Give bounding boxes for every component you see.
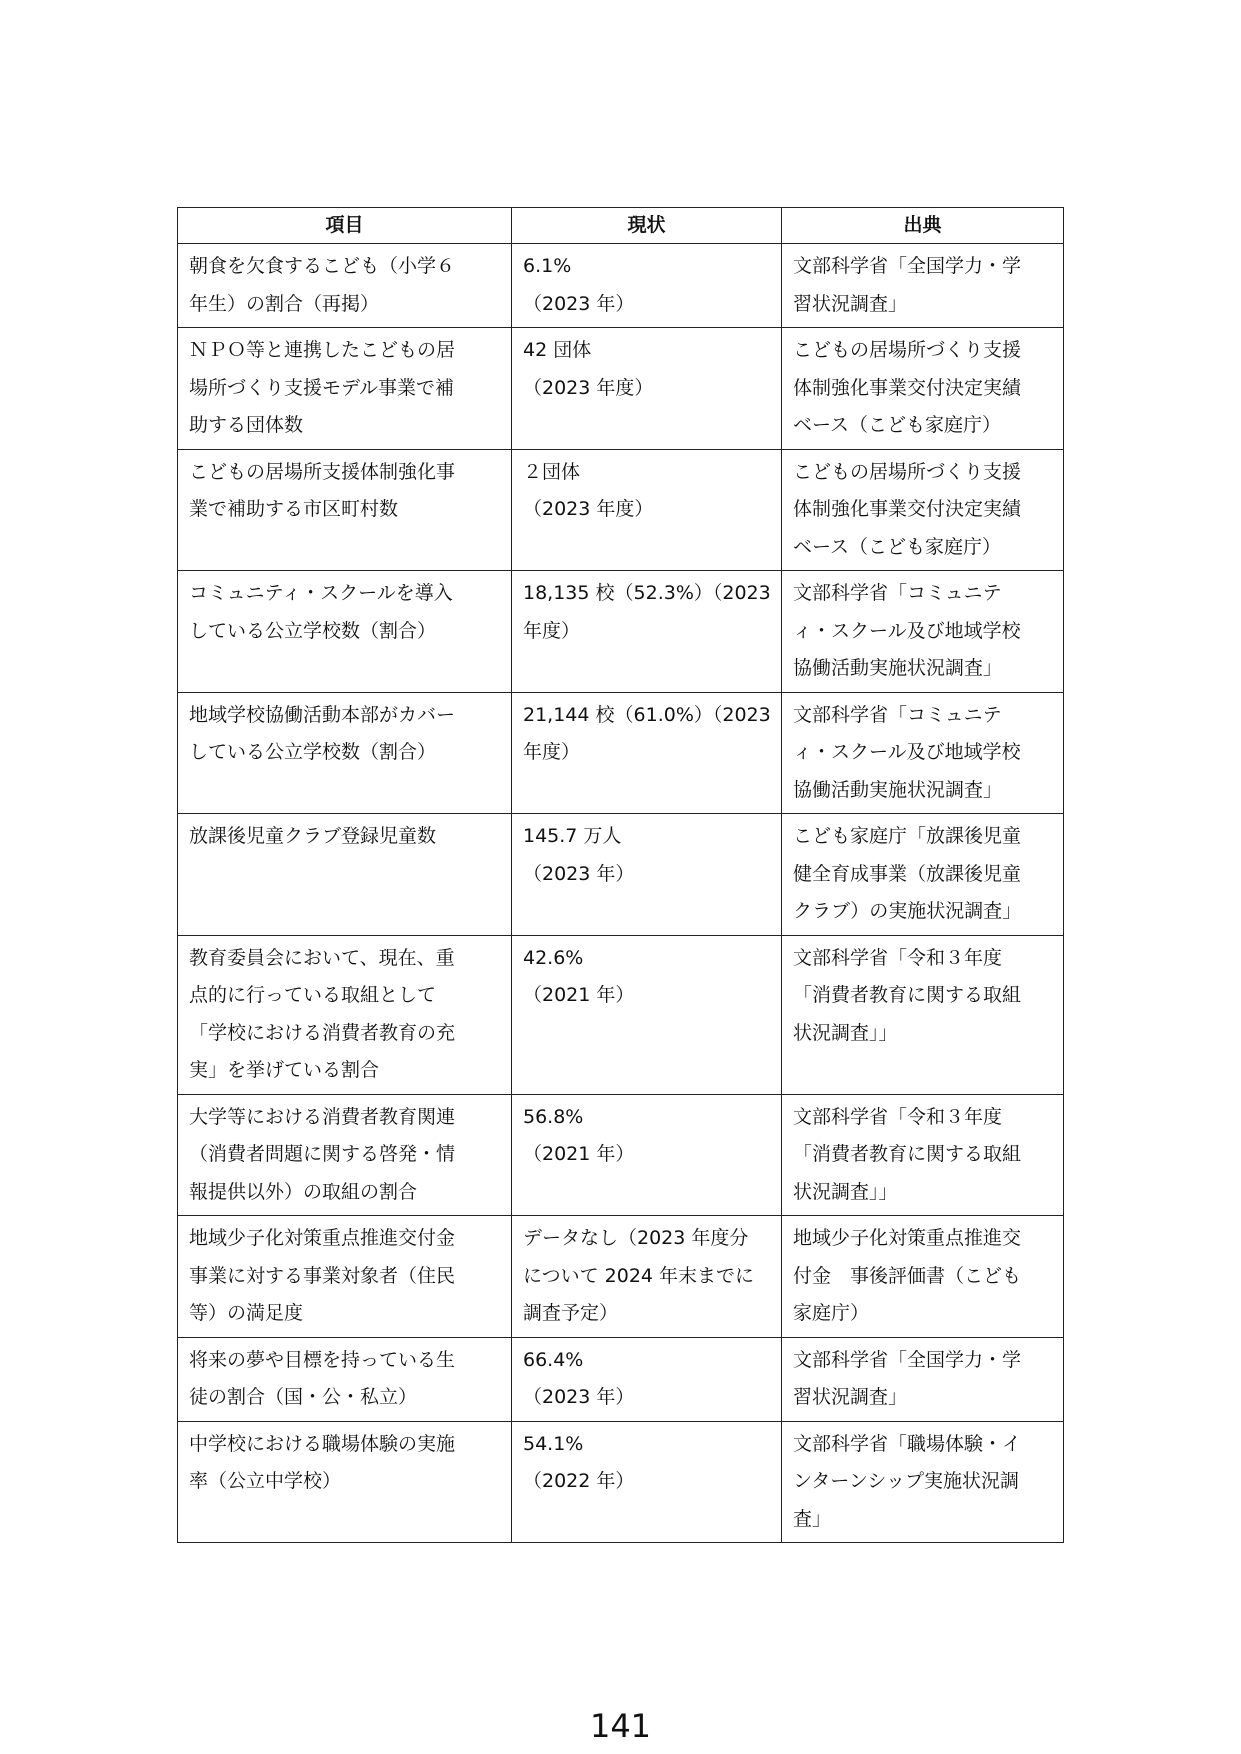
cell-line: ２団体 (523, 460, 581, 483)
cell-line: （2023 年） (523, 1386, 635, 1408)
cell-line: （2023 年） (523, 292, 635, 315)
cell-line: （2023 年度） (523, 498, 654, 520)
cell-line: 体制強化事業交付決定実績 (793, 498, 1022, 520)
table-row (178, 1216, 1064, 1338)
cell-line: 54.1% (523, 1432, 584, 1455)
cell-line: ベース（こども家庭庁） (793, 414, 1002, 436)
cell-line: について 2024 年末までに (523, 1264, 755, 1287)
cell-line: 145.7 万人 (523, 825, 622, 847)
cell-line: 状況調査」」 (793, 1180, 898, 1203)
cell-line: 等）の満足度 (189, 1302, 304, 1324)
cell-line: 「学校における消費者教育の充 (189, 1021, 456, 1044)
cell-line: 地域学校協働活動本部がカバー (189, 703, 456, 726)
cell-status (512, 1094, 782, 1216)
cell-line: 習状況調査」 (793, 1386, 908, 1408)
cell-line: 年生）の割合（再掲） (189, 292, 380, 315)
cell-line: 家庭庁） (793, 1302, 870, 1324)
cell-source (782, 1337, 1064, 1421)
cell-source (782, 1216, 1064, 1338)
cell-status (512, 1216, 782, 1338)
cell-item (178, 814, 512, 936)
table-row (178, 571, 1064, 693)
cell-line: 報提供以外）の取組の割合 (189, 1180, 418, 1203)
cell-source (782, 1094, 1064, 1216)
cell-status (512, 1421, 782, 1543)
cell-line: 「消費者教育に関する取組 (793, 984, 1022, 1006)
cell-line: （消費者問題に関する啓発・情 (189, 1143, 456, 1165)
header-item: 項目 (178, 208, 512, 244)
cell-line: 助する団体数 (189, 414, 304, 436)
cell-line: （2023 年度） (523, 376, 654, 399)
table-row (178, 1421, 1064, 1543)
header-row (178, 208, 1064, 244)
cell-item (178, 1094, 512, 1216)
cell-source (782, 692, 1064, 814)
cell-line: 年度） (523, 741, 581, 763)
cell-line: （2021 年） (523, 984, 635, 1006)
cell-source (782, 244, 1064, 328)
cell-line: ＮＰＯ等と連携したこどもの居 (189, 339, 456, 361)
cell-line: コミュニティ・スクールを導入 (189, 582, 453, 604)
cell-line: 文部科学省「コミュニテ (793, 582, 1002, 604)
table-row (178, 328, 1064, 450)
cell-line: 「消費者教育に関する取組 (793, 1143, 1022, 1165)
cell-line: （2023 年） (523, 862, 635, 885)
cell-line: 文部科学省「コミュニテ (793, 703, 1002, 726)
cell-line: 中学校における職場体験の実施 (189, 1432, 456, 1455)
cell-line: 体制強化事業交付決定実績 (793, 376, 1022, 399)
data-table (177, 207, 1064, 1543)
cell-item (178, 328, 512, 450)
cell-item (178, 571, 512, 693)
cell-item (178, 1216, 512, 1338)
cell-line: こどもの居場所づくり支援 (793, 460, 1022, 483)
cell-item (178, 244, 512, 328)
cell-source (782, 935, 1064, 1094)
cell-line: している公立学校数（割合） (189, 619, 437, 642)
cell-line: 年度） (523, 619, 581, 642)
cell-source (782, 814, 1064, 936)
cell-line: 教育委員会において、現在、重 (189, 946, 455, 969)
table-row (178, 692, 1064, 814)
header-source: 出典 (782, 208, 1064, 244)
cell-line: 朝食を欠食するこども（小学６ (189, 255, 456, 277)
cell-line: ンターンシップ実施状況調 (793, 1470, 1020, 1492)
cell-line: ベース（こども家庭庁） (793, 535, 1002, 558)
cell-line: 将来の夢や目標を持っている生 (189, 1348, 456, 1371)
cell-line: 協働活動実施状況調査」 (793, 657, 1003, 679)
table-row (178, 244, 1064, 328)
cell-line: 文部科学省「全国学力・学 (793, 255, 1022, 277)
cell-line: 42.6% (523, 946, 584, 969)
cell-line: 文部科学省「令和３年度 (793, 946, 1003, 969)
cell-line: こどもの居場所支援体制強化事 (189, 460, 456, 483)
cell-item (178, 1421, 512, 1543)
table-header (178, 208, 1064, 244)
cell-status (512, 814, 782, 936)
cell-line: している公立学校数（割合） (189, 741, 437, 763)
cell-line: 文部科学省「全国学力・学 (793, 1348, 1022, 1371)
cell-status (512, 244, 782, 328)
cell-line: （2022 年） (523, 1470, 635, 1492)
cell-line: 徒の割合（国・公・私立） (189, 1386, 418, 1408)
cell-source (782, 1421, 1064, 1543)
cell-line: 42 団体 (523, 339, 592, 361)
cell-source (782, 449, 1064, 571)
cell-source (782, 571, 1064, 693)
cell-line: 大学等における消費者教育関連 (189, 1105, 456, 1128)
cell-line: 放課後児童クラブ登録児童数 (189, 825, 437, 847)
cell-line: 健全育成事業（放課後児童 (793, 862, 1022, 885)
table-row (178, 935, 1064, 1094)
table-row (178, 1337, 1064, 1421)
cell-line: 文部科学省「令和３年度 (793, 1105, 1003, 1128)
cell-line: （2021 年） (523, 1143, 635, 1165)
cell-line: 56.8% (523, 1105, 584, 1128)
cell-line: 6.1% (523, 255, 572, 277)
table-row (178, 1094, 1064, 1216)
table-body (178, 244, 1064, 1543)
cell-line: ィ・スクール及び地域学校 (793, 619, 1021, 642)
table-row (178, 449, 1064, 571)
cell-line: 付金 事後評価書（こども (793, 1264, 1022, 1287)
cell-line: データなし（2023 年度分 (523, 1227, 749, 1249)
cell-line: ィ・スクール及び地域学校 (793, 741, 1021, 763)
cell-line: 実」を挙げている割合 (189, 1059, 380, 1081)
cell-item (178, 1337, 512, 1421)
cell-item (178, 935, 512, 1094)
cell-line: 状況調査」」 (793, 1021, 898, 1044)
cell-status (512, 935, 782, 1094)
cell-line: 地域少子化対策重点推進交付金 (189, 1227, 456, 1249)
cell-line: 18,135 校（52.3%）（2023 (523, 582, 771, 604)
cell-line: 場所づくり支援モデル事業で補 (189, 376, 455, 399)
cell-status (512, 328, 782, 450)
cell-line: クラブ）の実施状況調査」 (793, 900, 1022, 922)
cell-line: 協働活動実施状況調査」 (793, 778, 1003, 801)
cell-line: 点的に行っている取組として (189, 984, 437, 1006)
cell-status (512, 692, 782, 814)
cell-line: 率（公立中学校） (189, 1470, 342, 1492)
cell-status (512, 449, 782, 571)
cell-line: こどもの居場所づくり支援 (793, 339, 1022, 361)
cell-item (178, 692, 512, 814)
cell-source (782, 328, 1064, 450)
cell-line: 習状況調査」 (793, 292, 908, 315)
table-row (178, 814, 1064, 936)
header-status: 現状 (512, 208, 782, 244)
cell-line: 文部科学省「職場体験・イ (793, 1432, 1022, 1455)
cell-line: 調査予定） (523, 1302, 619, 1324)
cell-line: 21,144 校（61.0%）（2023 (523, 703, 771, 726)
cell-line: 地域少子化対策重点推進交 (793, 1227, 1022, 1249)
cell-item (178, 449, 512, 571)
cell-status (512, 1337, 782, 1421)
cell-status (512, 571, 782, 693)
cell-line: こども家庭庁「放課後児童 (793, 825, 1022, 847)
cell-line: 査」 (793, 1507, 832, 1530)
cell-line: 事業に対する事業対象者（住民 (189, 1264, 456, 1287)
page-number: 141 (589, 1707, 652, 1745)
cell-line: 業で補助する市区町村数 (189, 498, 399, 520)
cell-line: 66.4% (523, 1348, 584, 1371)
